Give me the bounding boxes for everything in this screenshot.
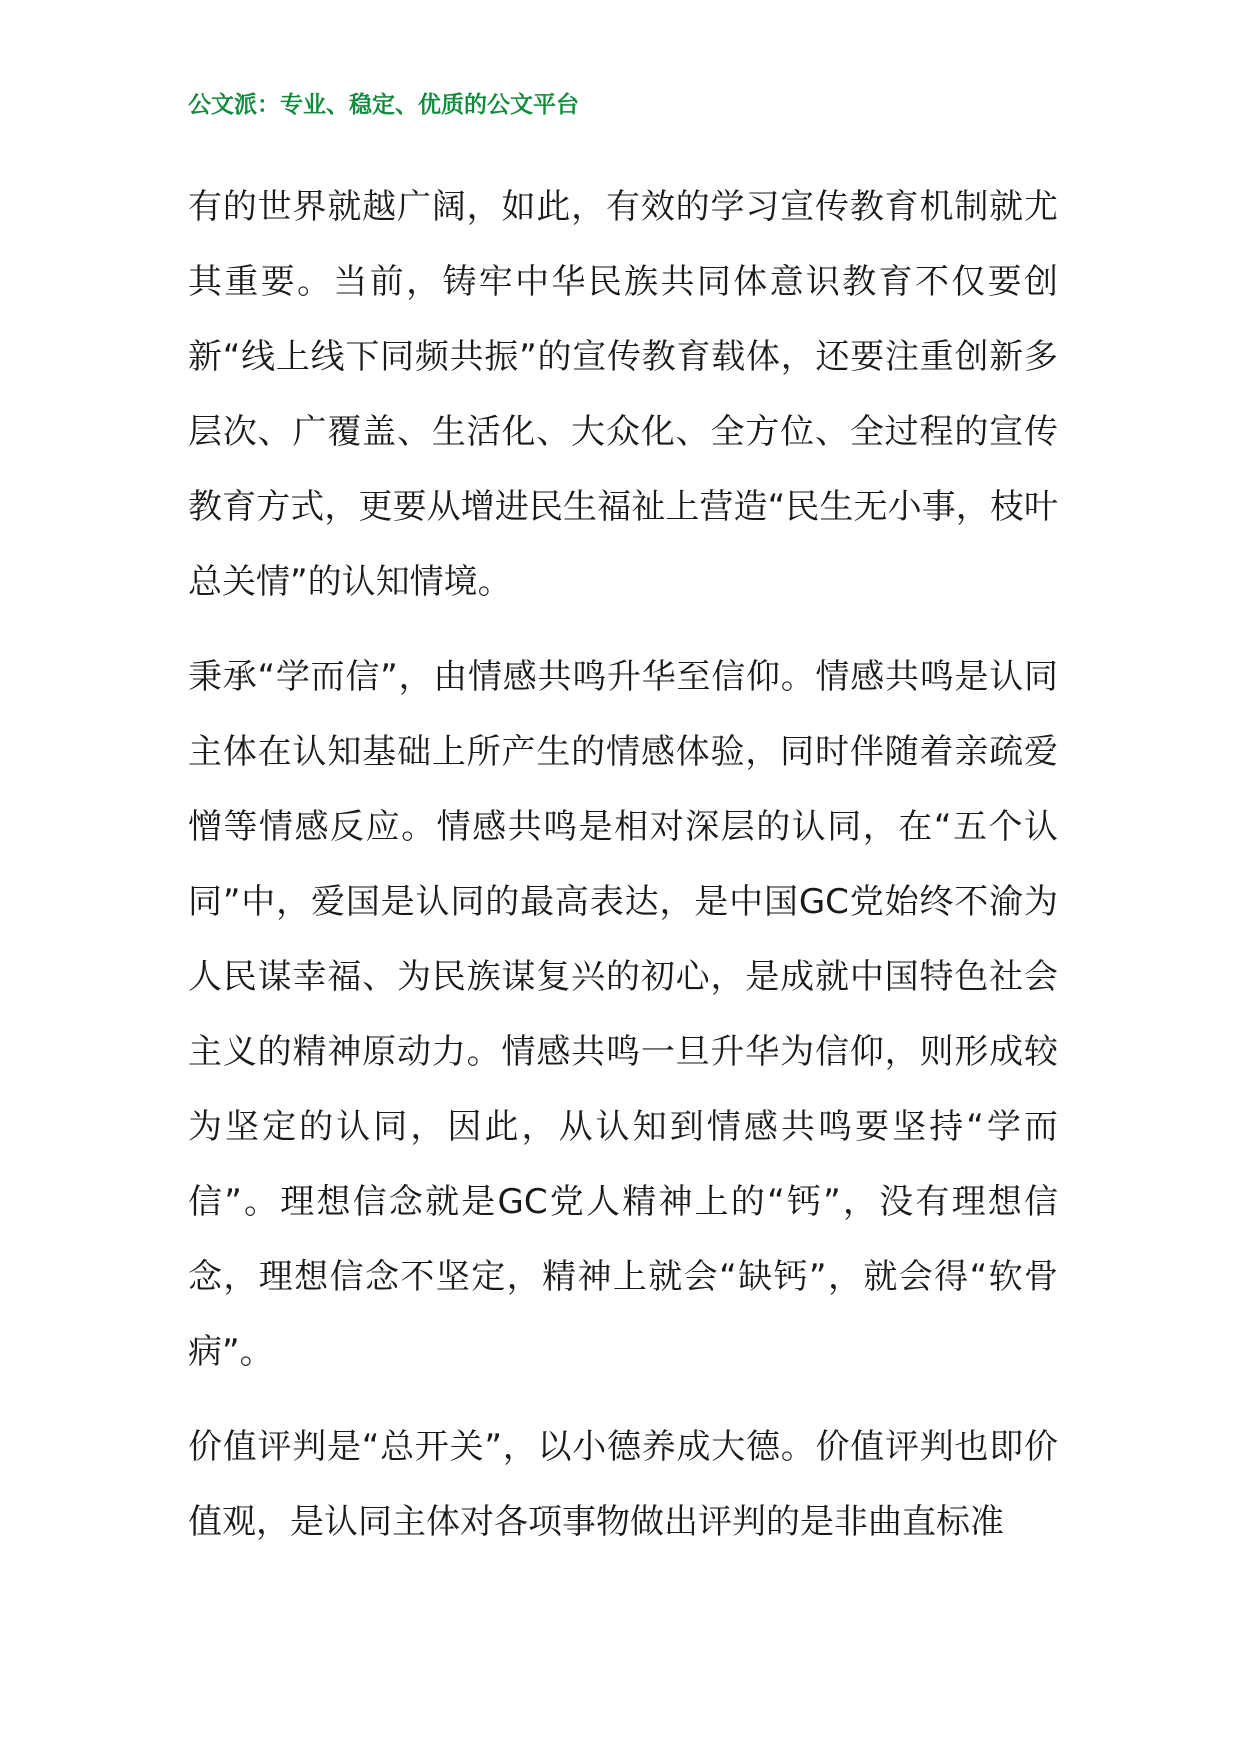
site-header-title: 公文派：专业、稳定、优质的公文平台	[188, 91, 579, 118]
paragraph-3: 价值评判是“总开关”，以小德养成大德。价值评判也即价值观，是认同主体对各项事物做出评判的是非曲直标准	[188, 1427, 1058, 1542]
document-body	[188, 170, 1058, 1580]
paragraph-2: 秉承“学而信”，由情感共鸣升华至信仰。情感共鸣是认同主体在认知基础上所产生的情感体验，同时伴随着亲疏爱憎等情感反应。情感共鸣是相对深层的认同，在“五个认同”中，爱国是认同的最高表达，是中国GC党始终不渝为人民谋幸福、为民族谋复兴的初心，是成就中国特色社会主义的精神原动力。情感共鸣一旦升华为信仰，则形成较为坚定的认同，因此，从认知到情感共鸣要坚持“学而信”。理想信念就是GC党人精神上的“钙”，没有理想信念，理想信念不坚定，精神上就会“缺钙”，就会得“软骨病”。	[188, 657, 1058, 1372]
paragraph-1: 有的世界就越广阔，如此，有效的学习宣传教育机制就尤其重要。当前，铸牢中华民族共同体意识教育不仅要创新“线上线下同频共振”的宣传教育载体，还要注重创新多层次、广覆盖、生活化、大众化、全方位、全过程的宣传教育方式，更要从增进民生福祉上营造“民生无小事，枝叶总关情”的认知情境。	[188, 187, 1058, 602]
